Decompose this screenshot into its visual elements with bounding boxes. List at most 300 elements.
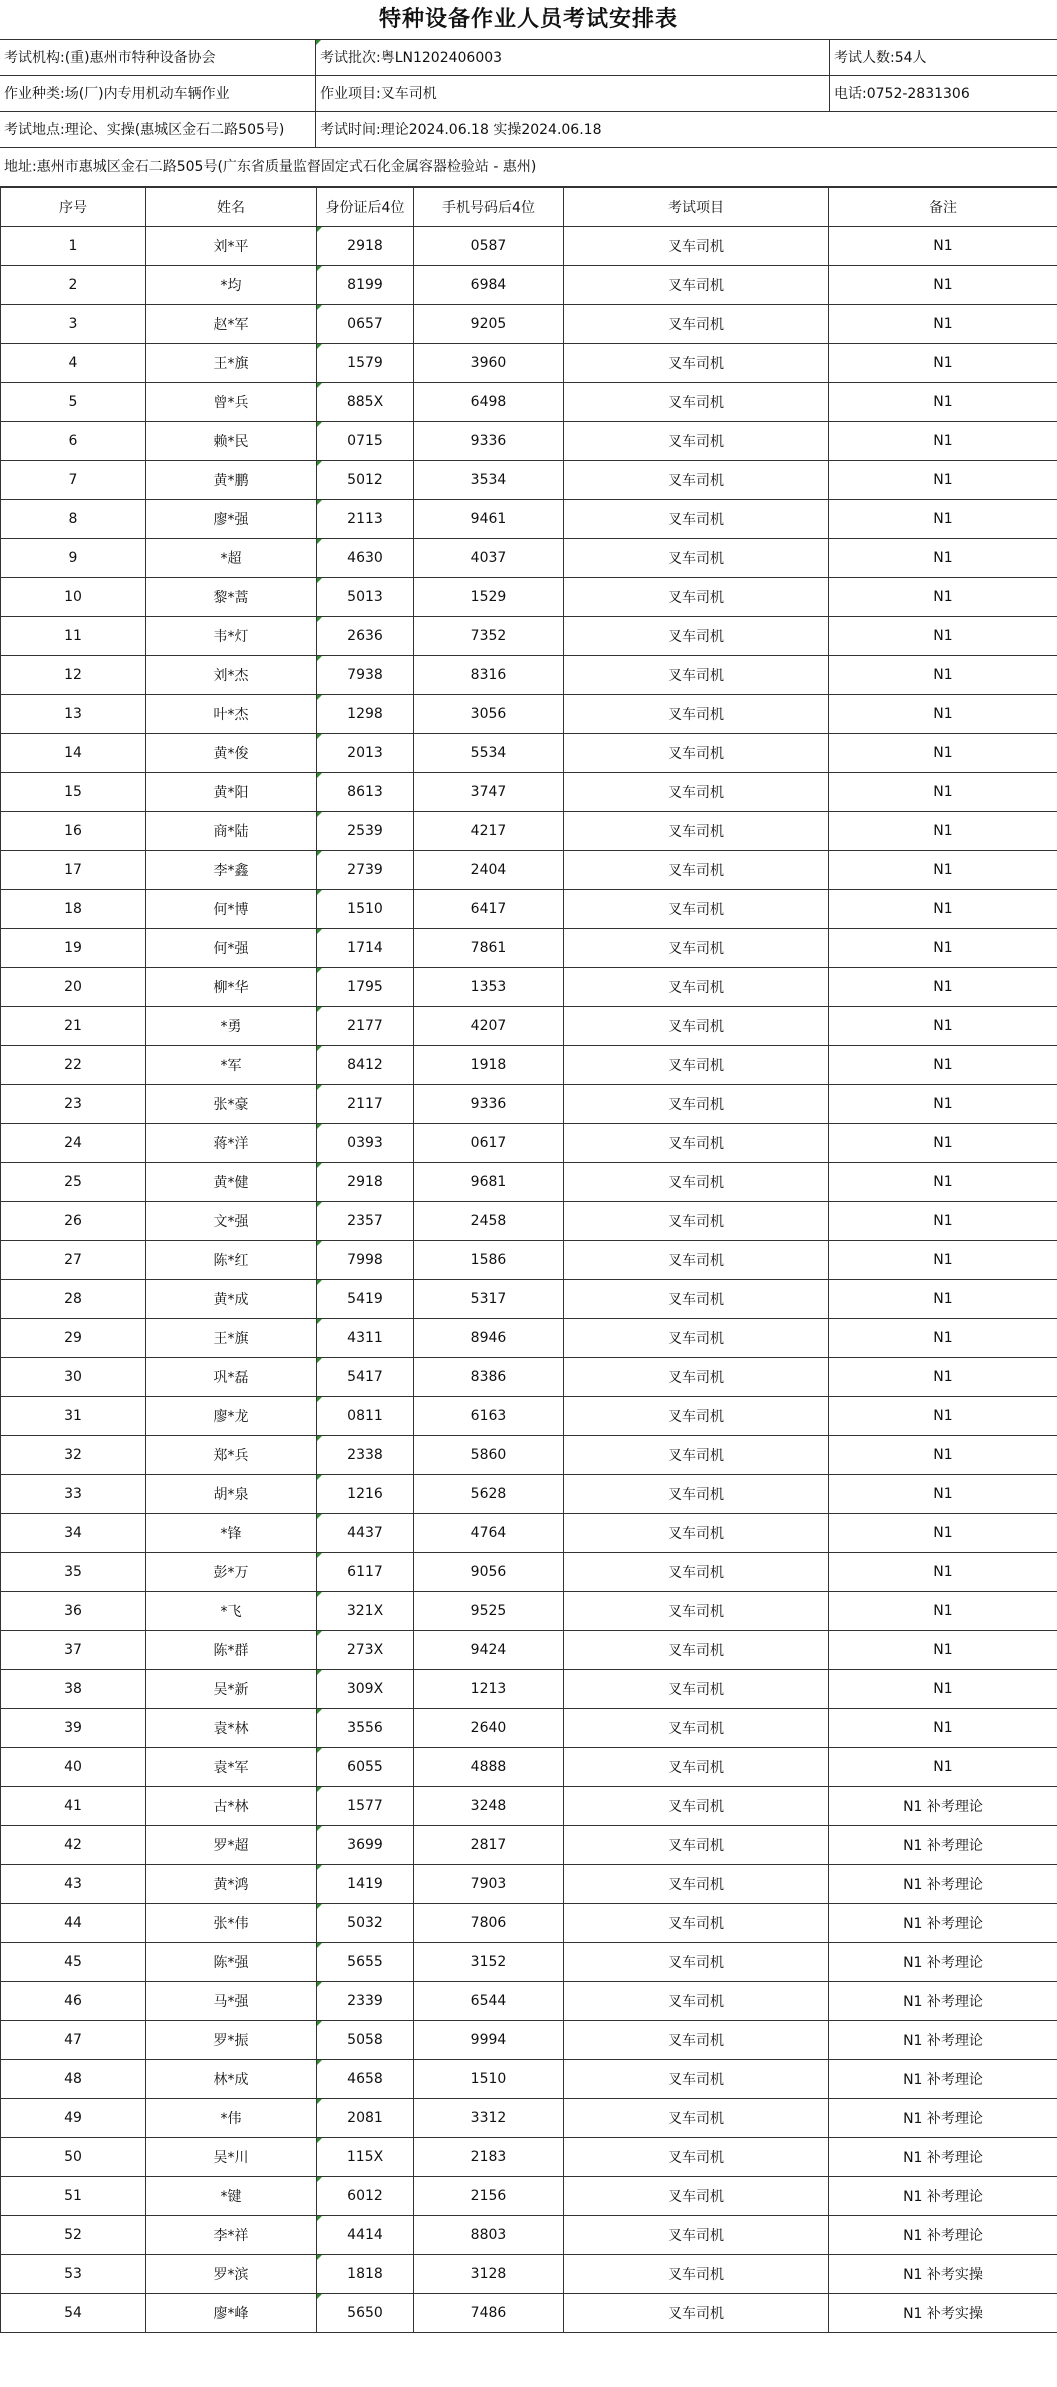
cell-phone-last4: 4764 <box>414 1514 564 1553</box>
table-row <box>1 2138 1057 2177</box>
cell-name: 陈*红 <box>146 1241 317 1280</box>
cell-exam-item: 叉车司机 <box>564 305 829 344</box>
cell-phone-last4: 4037 <box>414 539 564 578</box>
cell-name: 黄*鹏 <box>146 461 317 500</box>
cell-id-last4: 2636 <box>317 617 414 656</box>
cell-remark: N1 <box>829 617 1057 656</box>
table-row <box>1 1982 1057 2021</box>
cell-phone-last4: 9205 <box>414 305 564 344</box>
cell-remark: N1 补考理论 <box>829 2216 1057 2255</box>
cell-remark: N1 <box>829 1163 1057 1202</box>
cell-name: 陈*强 <box>146 1943 317 1982</box>
cell-index: 22 <box>1 1046 146 1085</box>
cell-index: 8 <box>1 500 146 539</box>
cell-phone-last4: 1529 <box>414 578 564 617</box>
cell-exam-item: 叉车司机 <box>564 2255 829 2294</box>
cell-id-last4: 2081 <box>317 2099 414 2138</box>
cell-phone-last4: 5534 <box>414 734 564 773</box>
cell-remark: N1 <box>829 227 1057 266</box>
cell-index: 11 <box>1 617 146 656</box>
cell-phone-last4: 4207 <box>414 1007 564 1046</box>
cell-phone-last4: 9681 <box>414 1163 564 1202</box>
cell-phone-last4: 6417 <box>414 890 564 929</box>
cell-id-last4: 5013 <box>317 578 414 617</box>
cell-exam-item: 叉车司机 <box>564 578 829 617</box>
cell-name: 刘*杰 <box>146 656 317 695</box>
info-row-4 <box>0 148 1057 187</box>
cell-index: 37 <box>1 1631 146 1670</box>
cell-id-last4: 885X <box>317 383 414 422</box>
cell-remark: N1 <box>829 1007 1057 1046</box>
exam-time: 考试时间:理论2024.06.18 实操2024.06.18 <box>320 122 602 138</box>
cell-phone-last4: 1510 <box>414 2060 564 2099</box>
table-row <box>1 1787 1057 1826</box>
table-row <box>1 2021 1057 2060</box>
cell-remark: N1 <box>829 344 1057 383</box>
cell-index: 9 <box>1 539 146 578</box>
cell-phone-last4: 7486 <box>414 2294 564 2333</box>
cell-phone-last4: 8946 <box>414 1319 564 1358</box>
cell-name: *伟 <box>146 2099 317 2138</box>
table-row <box>1 1670 1057 1709</box>
cell-name: 彭*万 <box>146 1553 317 1592</box>
cell-remark: N1 <box>829 461 1057 500</box>
cell-remark: N1 <box>829 539 1057 578</box>
cell-remark: N1 <box>829 734 1057 773</box>
table-row <box>1 1514 1057 1553</box>
cell-index: 41 <box>1 1787 146 1826</box>
cell-index: 43 <box>1 1865 146 1904</box>
cell-id-last4: 4630 <box>317 539 414 578</box>
cell-exam-item: 叉车司机 <box>564 1358 829 1397</box>
cell-name: 吴*新 <box>146 1670 317 1709</box>
cell-exam-item: 叉车司机 <box>564 617 829 656</box>
cell-id-last4: 5012 <box>317 461 414 500</box>
table-row <box>1 1202 1057 1241</box>
cell-remark: N1 补考理论 <box>829 2099 1057 2138</box>
cell-exam-item: 叉车司机 <box>564 461 829 500</box>
cell-phone-last4: 4888 <box>414 1748 564 1787</box>
cell-remark: N1 <box>829 422 1057 461</box>
cell-remark: N1 <box>829 1319 1057 1358</box>
cell-remark: N1 补考理论 <box>829 2138 1057 2177</box>
table-row <box>1 344 1057 383</box>
cell-remark: N1 <box>829 773 1057 812</box>
cell-name: 曾*兵 <box>146 383 317 422</box>
cell-exam-item: 叉车司机 <box>564 1904 829 1943</box>
cell-exam-item: 叉车司机 <box>564 968 829 1007</box>
cell-phone-last4: 3056 <box>414 695 564 734</box>
cell-exam-item: 叉车司机 <box>564 344 829 383</box>
cell-exam-item: 叉车司机 <box>564 500 829 539</box>
cell-index: 15 <box>1 773 146 812</box>
cell-name: 王*旗 <box>146 344 317 383</box>
cell-exam-item: 叉车司机 <box>564 1943 829 1982</box>
cell-index: 44 <box>1 1904 146 1943</box>
cell-phone-last4: 1213 <box>414 1670 564 1709</box>
cell-name: 蒋*洋 <box>146 1124 317 1163</box>
cell-index: 51 <box>1 2177 146 2216</box>
cell-index: 53 <box>1 2255 146 2294</box>
cell-phone-last4: 9525 <box>414 1592 564 1631</box>
cell-remark: N1 <box>829 1670 1057 1709</box>
cell-name: 陈*群 <box>146 1631 317 1670</box>
exam-org: 考试机构:(重)惠州市特种设备协会 <box>0 40 316 75</box>
header-exam-item: 考试项目 <box>564 188 829 227</box>
table-row <box>1 500 1057 539</box>
cell-id-last4: 273X <box>317 1631 414 1670</box>
cell-index: 42 <box>1 1826 146 1865</box>
cell-name: 罗*滨 <box>146 2255 317 2294</box>
cell-phone-last4: 7806 <box>414 1904 564 1943</box>
cell-name: 廖*强 <box>146 500 317 539</box>
cell-id-last4: 8412 <box>317 1046 414 1085</box>
cell-exam-item: 叉车司机 <box>564 1163 829 1202</box>
cell-remark: N1 补考理论 <box>829 1787 1057 1826</box>
cell-id-last4: 2357 <box>317 1202 414 1241</box>
cell-exam-item: 叉车司机 <box>564 695 829 734</box>
cell-exam-item: 叉车司机 <box>564 2294 829 2333</box>
table-row <box>1 2060 1057 2099</box>
cell-id-last4: 1714 <box>317 929 414 968</box>
cell-name: 胡*泉 <box>146 1475 317 1514</box>
cell-index: 31 <box>1 1397 146 1436</box>
cell-remark: N1 <box>829 1436 1057 1475</box>
table-row <box>1 383 1057 422</box>
table-row <box>1 773 1057 812</box>
table-row <box>1 1592 1057 1631</box>
cell-index: 24 <box>1 1124 146 1163</box>
table-row <box>1 1085 1057 1124</box>
cell-index: 40 <box>1 1748 146 1787</box>
sheet-title: 特种设备作业人员考试安排表 <box>0 0 1057 40</box>
cell-remark: N1 <box>829 1592 1057 1631</box>
cell-name: *锋 <box>146 1514 317 1553</box>
info-row-1 <box>0 40 1057 76</box>
cell-name: 张*伟 <box>146 1904 317 1943</box>
cell-phone-last4: 0587 <box>414 227 564 266</box>
cell-id-last4: 2013 <box>317 734 414 773</box>
cell-phone-last4: 9336 <box>414 422 564 461</box>
cell-name: 李*鑫 <box>146 851 317 890</box>
cell-phone-last4: 3128 <box>414 2255 564 2294</box>
cell-exam-item: 叉车司机 <box>564 1982 829 2021</box>
cell-name: 叶*杰 <box>146 695 317 734</box>
cell-remark: N1 补考理论 <box>829 2060 1057 2099</box>
cell-id-last4: 6012 <box>317 2177 414 2216</box>
cell-id-last4: 4437 <box>317 1514 414 1553</box>
cell-remark: N1 补考理论 <box>829 1904 1057 1943</box>
cell-phone-last4: 3152 <box>414 1943 564 1982</box>
cell-phone-last4: 2183 <box>414 2138 564 2177</box>
cell-name: 马*强 <box>146 1982 317 2021</box>
header-phone-last4: 手机号码后4位 <box>414 188 564 227</box>
cell-id-last4: 2539 <box>317 812 414 851</box>
cell-remark: N1 <box>829 1631 1057 1670</box>
cell-id-last4: 7938 <box>317 656 414 695</box>
cell-phone-last4: 6163 <box>414 1397 564 1436</box>
cell-exam-item: 叉车司机 <box>564 773 829 812</box>
cell-index: 45 <box>1 1943 146 1982</box>
table-row <box>1 2294 1057 2333</box>
cell-name: 黄*俊 <box>146 734 317 773</box>
cell-exam-item: 叉车司机 <box>564 1826 829 1865</box>
cell-index: 16 <box>1 812 146 851</box>
cell-remark: N1 <box>829 890 1057 929</box>
table-row <box>1 734 1057 773</box>
cell-phone-last4: 6984 <box>414 266 564 305</box>
cell-name: 李*祥 <box>146 2216 317 2255</box>
cell-remark: N1 <box>829 1358 1057 1397</box>
table-row <box>1 2255 1057 2294</box>
cell-exam-item: 叉车司机 <box>564 227 829 266</box>
table-row <box>1 461 1057 500</box>
cell-remark: N1 <box>829 851 1057 890</box>
cell-index: 28 <box>1 1280 146 1319</box>
cell-phone-last4: 3747 <box>414 773 564 812</box>
cell-exam-item: 叉车司机 <box>564 2060 829 2099</box>
cell-phone-last4: 6498 <box>414 383 564 422</box>
cell-remark: N1 <box>829 695 1057 734</box>
header-id-last4: 身份证后4位 <box>317 188 414 227</box>
cell-index: 34 <box>1 1514 146 1553</box>
cell-phone-last4: 3534 <box>414 461 564 500</box>
cell-index: 50 <box>1 2138 146 2177</box>
cell-name: 罗*振 <box>146 2021 317 2060</box>
cell-phone-last4: 9056 <box>414 1553 564 1592</box>
cell-exam-item: 叉车司机 <box>564 929 829 968</box>
cell-exam-item: 叉车司机 <box>564 2177 829 2216</box>
cell-exam-item: 叉车司机 <box>564 539 829 578</box>
cell-remark: N1 <box>829 656 1057 695</box>
cell-name: 韦*灯 <box>146 617 317 656</box>
cell-phone-last4: 2404 <box>414 851 564 890</box>
cell-exam-item: 叉车司机 <box>564 1319 829 1358</box>
table-row <box>1 2099 1057 2138</box>
cell-id-last4: 5655 <box>317 1943 414 1982</box>
cell-id-last4: 5058 <box>317 2021 414 2060</box>
cell-id-last4: 1216 <box>317 1475 414 1514</box>
cell-id-last4: 0657 <box>317 305 414 344</box>
table-row <box>1 2177 1057 2216</box>
cell-phone-last4: 3312 <box>414 2099 564 2138</box>
cell-id-last4: 1577 <box>317 1787 414 1826</box>
cell-remark: N1 <box>829 1553 1057 1592</box>
cell-exam-item: 叉车司机 <box>564 1241 829 1280</box>
cell-index: 35 <box>1 1553 146 1592</box>
cell-index: 27 <box>1 1241 146 1280</box>
cell-remark: N1 <box>829 500 1057 539</box>
cell-phone-last4: 2640 <box>414 1709 564 1748</box>
cell-id-last4: 8199 <box>317 266 414 305</box>
table-row <box>1 266 1057 305</box>
table-row <box>1 1436 1057 1475</box>
cell-phone-last4: 5317 <box>414 1280 564 1319</box>
cell-id-last4: 5032 <box>317 1904 414 1943</box>
table-row <box>1 1748 1057 1787</box>
work-project: 作业项目:叉车司机 <box>316 76 830 111</box>
cell-exam-item: 叉车司机 <box>564 1709 829 1748</box>
cell-remark: N1 <box>829 968 1057 1007</box>
table-row <box>1 1475 1057 1514</box>
cell-exam-item: 叉车司机 <box>564 2138 829 2177</box>
cell-phone-last4: 9336 <box>414 1085 564 1124</box>
cell-id-last4: 2918 <box>317 1163 414 1202</box>
cell-exam-item: 叉车司机 <box>564 1124 829 1163</box>
cell-remark: N1 <box>829 1475 1057 1514</box>
table-row <box>1 1553 1057 1592</box>
work-category: 作业种类:场(厂)内专用机动车辆作业 <box>0 76 316 111</box>
info-row-2 <box>0 76 1057 112</box>
table-row <box>1 617 1057 656</box>
cell-name: 赖*民 <box>146 422 317 461</box>
cell-exam-item: 叉车司机 <box>564 1085 829 1124</box>
exam-address: 地址:惠州市惠城区金石二路505号(广东省质量监督固定式石化金属容器检验站 - 惠州) <box>4 159 537 175</box>
table-row <box>1 1709 1057 1748</box>
table-row <box>1 1163 1057 1202</box>
cell-id-last4: 0811 <box>317 1397 414 1436</box>
cell-name: 廖*龙 <box>146 1397 317 1436</box>
cell-exam-item: 叉车司机 <box>564 734 829 773</box>
cell-phone-last4: 3248 <box>414 1787 564 1826</box>
cell-name: *键 <box>146 2177 317 2216</box>
cell-exam-item: 叉车司机 <box>564 1592 829 1631</box>
cell-exam-item: 叉车司机 <box>564 1046 829 1085</box>
cell-remark: N1 <box>829 929 1057 968</box>
cell-id-last4: 2918 <box>317 227 414 266</box>
table-row <box>1 539 1057 578</box>
contact-phone: 电话:0752-2831306 <box>834 86 970 102</box>
cell-index: 10 <box>1 578 146 617</box>
cell-index: 52 <box>1 2216 146 2255</box>
cell-remark: N1 <box>829 1046 1057 1085</box>
cell-phone-last4: 8316 <box>414 656 564 695</box>
cell-id-last4: 2117 <box>317 1085 414 1124</box>
cell-name: *勇 <box>146 1007 317 1046</box>
cell-id-last4: 1510 <box>317 890 414 929</box>
cell-name: 袁*军 <box>146 1748 317 1787</box>
cell-phone-last4: 8803 <box>414 2216 564 2255</box>
cell-index: 5 <box>1 383 146 422</box>
cell-remark: N1 <box>829 1397 1057 1436</box>
cell-phone-last4: 4217 <box>414 812 564 851</box>
cell-index: 48 <box>1 2060 146 2099</box>
cell-remark: N1 <box>829 266 1057 305</box>
cell-exam-item: 叉车司机 <box>564 1280 829 1319</box>
cell-exam-item: 叉车司机 <box>564 1787 829 1826</box>
exam-location: 考试地点:理论、实操(惠城区金石二路505号) <box>0 112 316 147</box>
cell-name: 罗*超 <box>146 1826 317 1865</box>
cell-id-last4: 1818 <box>317 2255 414 2294</box>
cell-name: 赵*军 <box>146 305 317 344</box>
table-row <box>1 695 1057 734</box>
cell-name: 王*旗 <box>146 1319 317 1358</box>
cell-exam-item: 叉车司机 <box>564 1514 829 1553</box>
cell-id-last4: 3699 <box>317 1826 414 1865</box>
cell-exam-item: 叉车司机 <box>564 422 829 461</box>
cell-index: 1 <box>1 227 146 266</box>
cell-index: 2 <box>1 266 146 305</box>
cell-phone-last4: 2817 <box>414 1826 564 1865</box>
cell-name: *军 <box>146 1046 317 1085</box>
header-name: 姓名 <box>146 188 317 227</box>
cell-index: 19 <box>1 929 146 968</box>
cell-id-last4: 5419 <box>317 1280 414 1319</box>
cell-name: 刘*平 <box>146 227 317 266</box>
cell-index: 49 <box>1 2099 146 2138</box>
table-row <box>1 1007 1057 1046</box>
cell-remark: N1 <box>829 1709 1057 1748</box>
cell-id-last4: 2739 <box>317 851 414 890</box>
header-remark: 备注 <box>829 188 1057 227</box>
exam-count: 考试人数:54人 <box>834 50 927 66</box>
cell-index: 29 <box>1 1319 146 1358</box>
cell-index: 17 <box>1 851 146 890</box>
cell-id-last4: 2338 <box>317 1436 414 1475</box>
cell-exam-item: 叉车司机 <box>564 383 829 422</box>
cell-name: 巩*磊 <box>146 1358 317 1397</box>
cell-index: 23 <box>1 1085 146 1124</box>
table-row <box>1 1865 1057 1904</box>
cell-exam-item: 叉车司机 <box>564 1670 829 1709</box>
cell-exam-item: 叉车司机 <box>564 656 829 695</box>
table-row <box>1 2216 1057 2255</box>
table-row <box>1 1826 1057 1865</box>
cell-index: 4 <box>1 344 146 383</box>
cell-exam-item: 叉车司机 <box>564 1748 829 1787</box>
cell-id-last4: 7998 <box>317 1241 414 1280</box>
cell-id-last4: 4414 <box>317 2216 414 2255</box>
cell-remark: N1 <box>829 305 1057 344</box>
cell-remark: N1 补考理论 <box>829 1982 1057 2021</box>
cell-id-last4: 0715 <box>317 422 414 461</box>
table-body <box>1 227 1057 2333</box>
cell-index: 36 <box>1 1592 146 1631</box>
candidate-table <box>0 187 1057 2333</box>
cell-name: *均 <box>146 266 317 305</box>
cell-index: 18 <box>1 890 146 929</box>
cell-id-last4: 5650 <box>317 2294 414 2333</box>
cell-exam-item: 叉车司机 <box>564 851 829 890</box>
cell-remark: N1 <box>829 1202 1057 1241</box>
cell-phone-last4: 2458 <box>414 1202 564 1241</box>
cell-phone-last4: 5628 <box>414 1475 564 1514</box>
cell-exam-item: 叉车司机 <box>564 1865 829 1904</box>
cell-name: 柳*华 <box>146 968 317 1007</box>
cell-id-last4: 115X <box>317 2138 414 2177</box>
table-row <box>1 1943 1057 1982</box>
cell-id-last4: 5417 <box>317 1358 414 1397</box>
cell-id-last4: 309X <box>317 1670 414 1709</box>
cell-exam-item: 叉车司机 <box>564 266 829 305</box>
cell-exam-item: 叉车司机 <box>564 812 829 851</box>
cell-index: 26 <box>1 1202 146 1241</box>
cell-index: 30 <box>1 1358 146 1397</box>
cell-index: 32 <box>1 1436 146 1475</box>
cell-id-last4: 2177 <box>317 1007 414 1046</box>
cell-remark: N1 补考理论 <box>829 2177 1057 2216</box>
header-index: 序号 <box>1 188 146 227</box>
cell-remark: N1 <box>829 383 1057 422</box>
cell-id-last4: 1298 <box>317 695 414 734</box>
cell-id-last4: 3556 <box>317 1709 414 1748</box>
cell-index: 12 <box>1 656 146 695</box>
cell-id-last4: 6055 <box>317 1748 414 1787</box>
cell-id-last4: 1419 <box>317 1865 414 1904</box>
cell-id-last4: 321X <box>317 1592 414 1631</box>
cell-index: 7 <box>1 461 146 500</box>
table-row <box>1 812 1057 851</box>
